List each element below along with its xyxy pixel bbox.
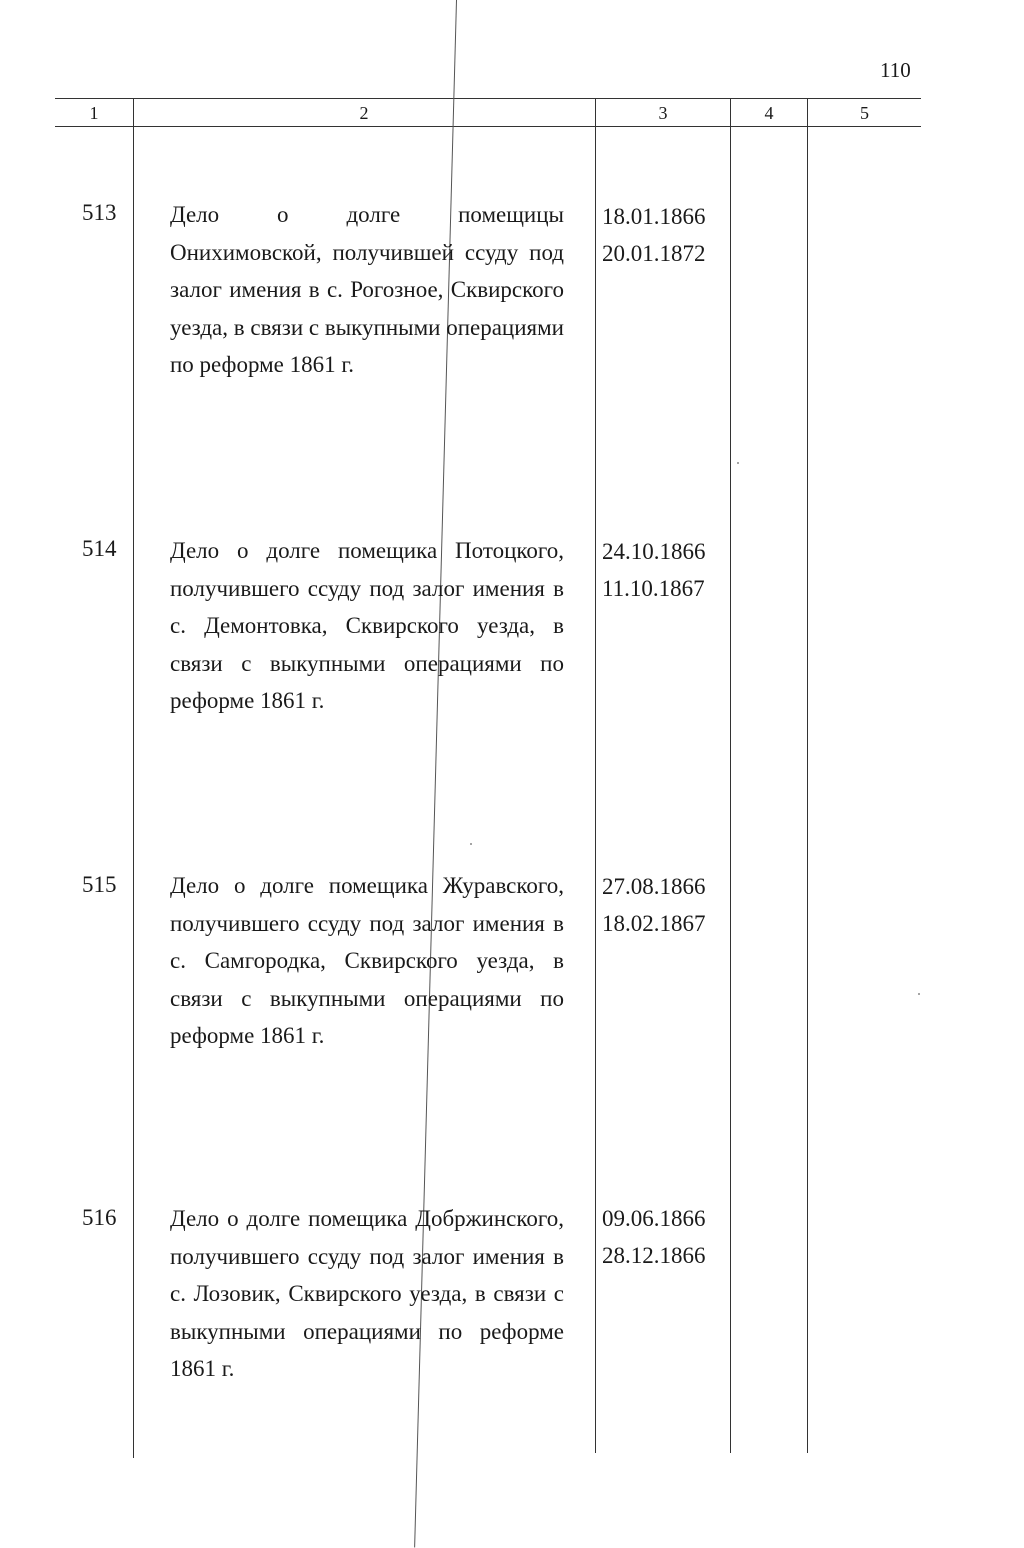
- row-description: Дело о долге помещика Журавского, получившего ссуду под залог имения в с. Самгородка, Сквирского уезда, в связи с выкупными операциями по реформе 1861 г.: [170, 873, 564, 1048]
- row-number: 516: [82, 1205, 117, 1230]
- row-date-start: 27.08.1866: [602, 874, 706, 899]
- scan-speck: [737, 462, 739, 464]
- row-date-start: 24.10.1866: [602, 539, 706, 564]
- column-header-4: 4: [764, 103, 774, 123]
- row-number: 515: [82, 872, 117, 897]
- header-bottom-rule: [55, 126, 921, 127]
- row-date-end: 18.02.1867: [602, 911, 706, 936]
- row-description: Дело о долге помещика Добржинского, получившего ссуду под залог имения в с. Лозовик, Сквирского уезда, в связи с выкупными операциями по реформе 1861 г.: [170, 1206, 564, 1381]
- row-date-start: 09.06.1866: [602, 1206, 706, 1231]
- row-number: 514: [82, 536, 117, 561]
- column-divider-3: [730, 98, 731, 1453]
- row-description: Дело о долге помещицы Онихимовской, получившей ссуду под залог имения в с. Рогозное, Сквирского уезда, в связи с выкупными операциями по реформе 1861 г.: [170, 202, 564, 377]
- column-divider-4: [807, 98, 808, 1453]
- column-divider-1: [133, 98, 134, 1458]
- row-date-end: 20.01.1872: [602, 241, 706, 266]
- row-number: 513: [82, 200, 117, 225]
- row-date-end: 28.12.1866: [602, 1243, 706, 1268]
- scan-speck: [470, 843, 472, 845]
- column-header-2: 2: [359, 103, 369, 123]
- page-number: 110: [880, 58, 911, 82]
- row-date-end: 11.10.1867: [602, 576, 705, 601]
- header-top-rule: [55, 98, 921, 99]
- column-header-1: 1: [89, 103, 99, 123]
- scan-speck: [918, 993, 920, 995]
- column-header-3: 3: [658, 103, 668, 123]
- column-header-5: 5: [860, 103, 869, 123]
- row-description: Дело о долге помещика Потоцкого, получившего ссуду под залог имения в с. Демонтовка, Сквирского уезда, в связи с выкупными операциями по реформе 1861 г.: [170, 538, 564, 713]
- column-divider-2: [595, 98, 596, 1453]
- row-date-start: 18.01.1866: [602, 204, 706, 229]
